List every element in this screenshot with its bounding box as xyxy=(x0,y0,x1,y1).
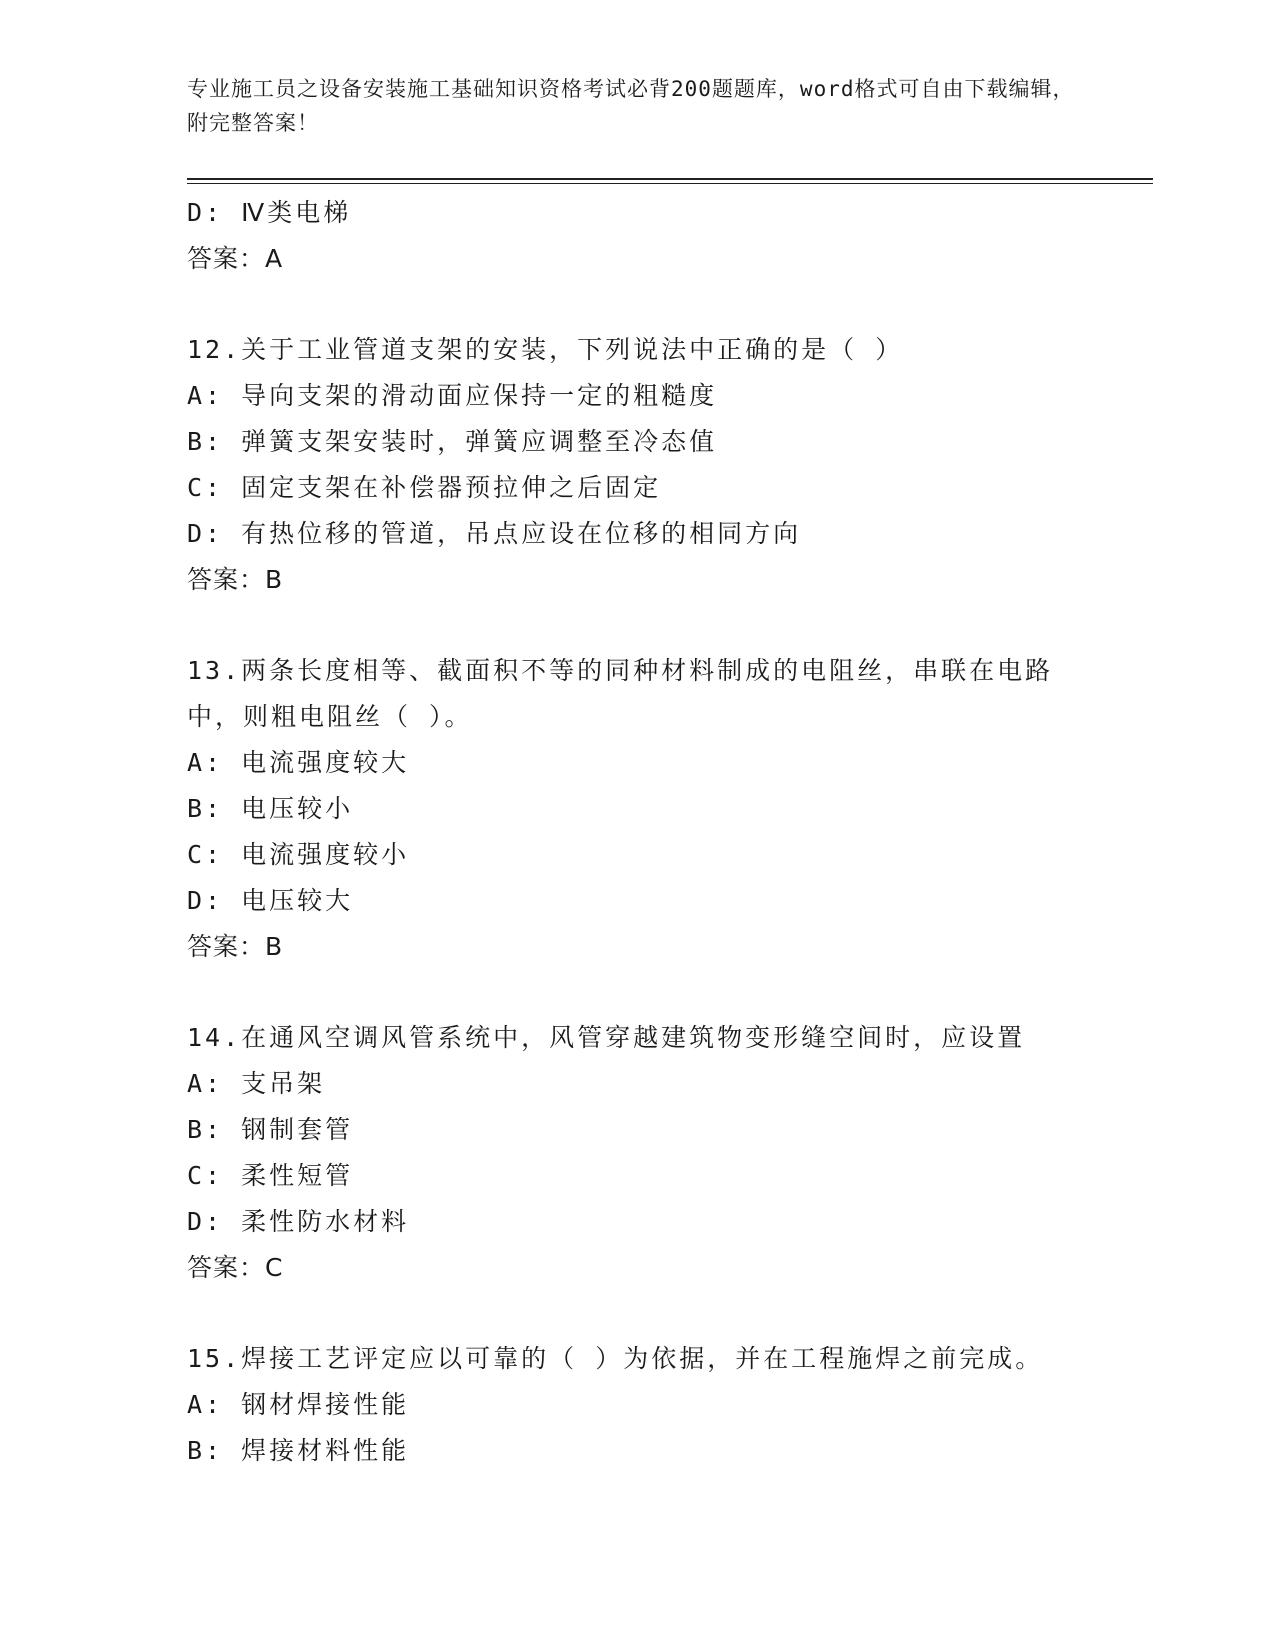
answer-line: 答案：B xyxy=(187,565,284,594)
question-13 xyxy=(187,648,1087,970)
question-gap xyxy=(187,603,1087,648)
option-a: A: 电流强度较大 xyxy=(187,748,410,777)
question-content xyxy=(187,190,1087,1474)
option-b: B: 焊接材料性能 xyxy=(187,1436,410,1465)
document-header: 专业施工员之设备安装施工基础知识资格考试必背200题题库，word格式可自由下载编辑，附完整答案！ xyxy=(187,77,1075,135)
answer-line: 答案：C xyxy=(187,1253,284,1282)
question-gap xyxy=(187,1291,1087,1336)
answer-line: 答案：B xyxy=(187,932,284,961)
option-d: D: Ⅳ类电梯 xyxy=(187,198,352,227)
header-divider-thin xyxy=(187,183,1153,184)
question-stem: 13.两条长度相等、截面积不等的同种材料制成的电阻丝，串联在电路中，则粗电阻丝（ ）。 xyxy=(187,656,1054,731)
option-b: B: 钢制套管 xyxy=(187,1115,354,1144)
question-stem: 14.在通风空调风管系统中，风管穿越建筑物变形缝空间时，应设置 xyxy=(187,1023,1026,1052)
question-stem: 15.焊接工艺评定应以可靠的（ ）为依据，并在工程施焊之前完成。 xyxy=(187,1344,1044,1373)
option-d: D: 有热位移的管道，吊点应设在位移的相同方向 xyxy=(187,519,802,548)
option-a: A: 支吊架 xyxy=(187,1069,326,1098)
option-d: D: 柔性防水材料 xyxy=(187,1207,410,1236)
header-divider-thick xyxy=(187,178,1153,180)
option-c: C: 固定支架在补偿器预拉伸之后固定 xyxy=(187,473,662,502)
question-15 xyxy=(187,1336,1087,1474)
option-b: B: 电压较小 xyxy=(187,794,354,823)
question-gap xyxy=(187,970,1087,1015)
answer-line: 答案：A xyxy=(187,244,284,273)
question-stem: 12.关于工业管道支架的安装，下列说法中正确的是（ ） xyxy=(187,335,904,364)
option-d: D: 电压较大 xyxy=(187,886,354,915)
question-gap xyxy=(187,282,1087,327)
question-12 xyxy=(187,327,1087,603)
option-b: B: 弹簧支架安装时，弹簧应调整至冷态值 xyxy=(187,427,718,456)
option-a: A: 导向支架的滑动面应保持一定的粗糙度 xyxy=(187,381,718,410)
question-14 xyxy=(187,1015,1087,1291)
option-c: C: 电流强度较小 xyxy=(187,840,410,869)
option-c: C: 柔性短管 xyxy=(187,1161,354,1190)
option-a: A: 钢材焊接性能 xyxy=(187,1390,410,1419)
